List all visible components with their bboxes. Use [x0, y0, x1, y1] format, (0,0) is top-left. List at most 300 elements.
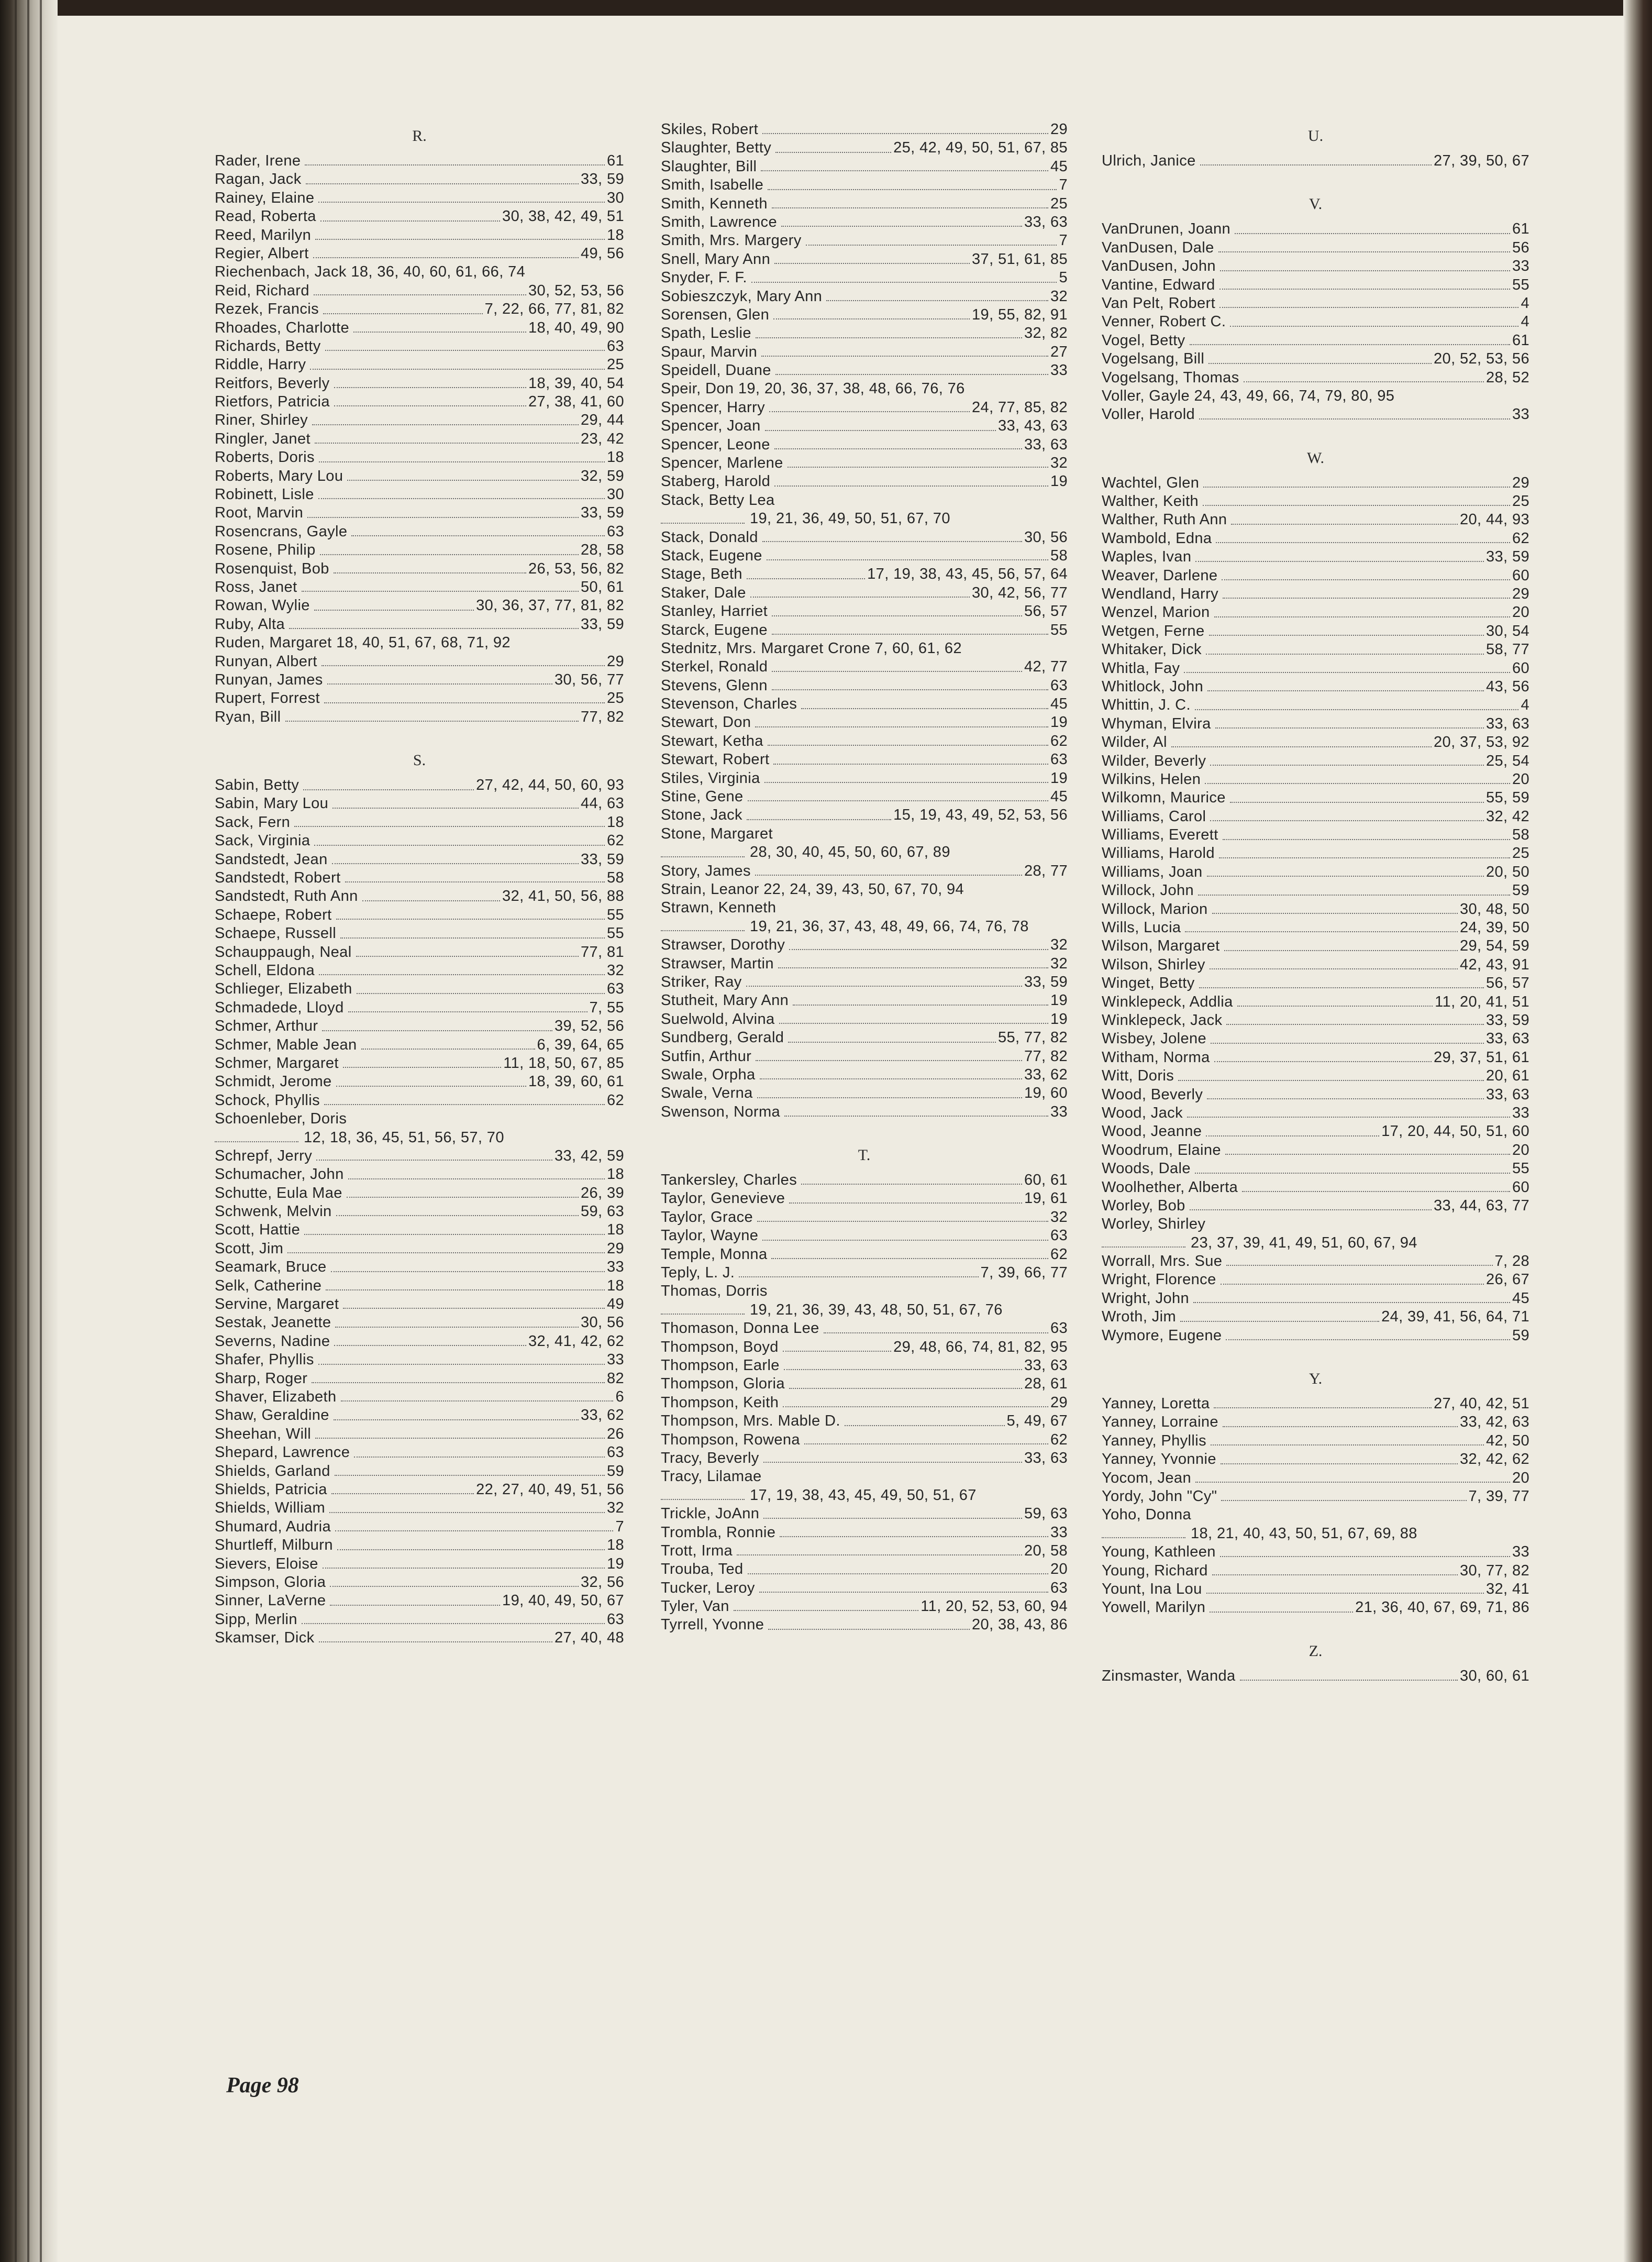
entry-pages: 33, 59	[580, 851, 624, 868]
entry-name: Spencer, Harry	[661, 399, 766, 416]
index-entry	[215, 374, 624, 393]
entry-pages: 63	[1050, 1320, 1068, 1337]
entry-pages: 19, 40, 49, 50, 67	[502, 1592, 624, 1609]
dot-leader	[757, 1221, 1048, 1222]
entry-name: Sievers, Eloise	[215, 1555, 318, 1572]
dot-leader	[1214, 616, 1510, 617]
entry-pages: 33, 59	[580, 615, 624, 633]
entry-name: Winklepeck, Jack	[1102, 1012, 1223, 1029]
dot-leader	[804, 1443, 1048, 1444]
dot-leader	[789, 1202, 1022, 1204]
entry-pages: 62	[1512, 529, 1529, 547]
entry-pages: 7	[1059, 176, 1068, 194]
index-entry	[661, 1227, 1068, 1245]
index-entry	[215, 1351, 624, 1369]
entry-pages: 56, 57	[1024, 603, 1068, 620]
entry-name: Sutfin, Arthur	[661, 1047, 752, 1065]
entry-name: Taylor, Grace	[661, 1208, 753, 1226]
dot-leader	[304, 1234, 605, 1235]
dot-leader	[330, 1605, 500, 1606]
dot-leader	[1203, 505, 1510, 506]
index-entry	[215, 337, 624, 356]
entry-name: Winklepeck, Addlia	[1102, 993, 1233, 1010]
entry-name: Starck, Eugene	[661, 621, 768, 638]
entry-name: Sorensen, Glen	[661, 306, 770, 323]
index-entry	[1102, 1667, 1529, 1685]
dot-leader	[765, 430, 996, 431]
index-entry	[1102, 659, 1529, 678]
entry-name: Smith, Mrs. Margery	[661, 232, 802, 249]
entry-pages: 63	[1050, 677, 1068, 694]
entry-name: Yordy, John "Cy"	[1102, 1487, 1217, 1505]
entry-pages: 18	[606, 1277, 624, 1294]
index-entry	[215, 300, 624, 318]
entry-pages: 7, 22, 66, 77, 81, 82	[484, 301, 624, 318]
index-entry	[1102, 1104, 1529, 1122]
dot-leader	[737, 1554, 1022, 1555]
dot-leader	[784, 1369, 1022, 1370]
index-entry	[215, 615, 624, 634]
entry-pages: 7, 28	[1494, 1253, 1529, 1270]
dot-leader	[1223, 598, 1510, 599]
dot-leader	[314, 845, 605, 846]
entry-pages: 20, 52, 53, 56	[1434, 350, 1529, 368]
dot-leader	[312, 424, 579, 425]
entry-name: Read, Roberta	[215, 208, 316, 225]
entry-continuation	[661, 510, 1068, 528]
dot-leader	[772, 615, 1022, 616]
entry-pages: 26	[606, 1425, 624, 1442]
entry-pages: 32, 41, 50, 56, 88	[502, 888, 624, 905]
dot-leader	[318, 498, 605, 499]
entry-name: Staberg, Harold	[661, 473, 771, 490]
index-entry	[1102, 900, 1529, 919]
dot-leader	[1210, 968, 1458, 969]
entry-pages: 49, 56	[580, 245, 624, 262]
entry-name: Williams, Joan	[1102, 863, 1203, 880]
entry-name: Shields, Garland	[215, 1462, 330, 1480]
index-entry	[661, 288, 1068, 306]
entry-name: Thompson, Mrs. Mable D.	[661, 1413, 840, 1430]
entry-pages: 11, 20, 52, 53, 60, 94	[921, 1598, 1068, 1615]
entry-pages: 56, 57	[1485, 975, 1529, 992]
entry-name: Woolhether, Alberta	[1102, 1178, 1238, 1196]
index-entry	[1102, 696, 1529, 714]
index-entry	[215, 1592, 624, 1610]
index-entry	[215, 245, 624, 263]
index-entry	[215, 189, 624, 207]
index-entry	[215, 851, 624, 869]
entry-name: Woodrum, Elaine	[1102, 1141, 1221, 1158]
entry-name: Skiles, Robert	[661, 120, 759, 138]
dot-leader	[1210, 1612, 1353, 1613]
entry-pages: 33, 63	[1024, 1449, 1068, 1466]
entry-name: Skamser, Dick	[215, 1629, 315, 1647]
entry-pages: 32, 56	[580, 1573, 624, 1591]
entry-pages: 18, 21, 40, 43, 50, 51, 67, 69, 88	[1191, 1525, 1417, 1542]
index-entry	[1102, 752, 1529, 770]
entry-pages: 29	[1512, 586, 1529, 603]
entry-name: Wills, Lucia	[1102, 919, 1181, 936]
entry-pages: 33	[1512, 258, 1529, 275]
index-entry	[215, 1165, 624, 1184]
entry-pages: 59	[1512, 1327, 1529, 1344]
entry-pages: 29, 44	[580, 412, 624, 429]
entry-pages: 28, 77	[1024, 862, 1068, 879]
index-entry	[215, 226, 624, 245]
entry-name: Worley, Shirley	[1102, 1216, 1206, 1233]
dot-leader	[1200, 164, 1432, 165]
index-entry	[661, 436, 1068, 454]
entry-pages: 18	[606, 813, 624, 831]
index-entry	[1102, 1469, 1529, 1487]
entry-name: Stine, Gene	[661, 788, 744, 806]
index-entry	[1102, 1450, 1529, 1469]
entry-pages: 18, 39, 40, 54	[528, 374, 624, 392]
dot-leader	[1206, 1135, 1379, 1136]
entry-pages: 7	[1059, 232, 1068, 249]
entry-name: Schwenk, Melvin	[215, 1203, 332, 1220]
dot-leader	[761, 356, 1048, 357]
index-entry	[1102, 1049, 1529, 1067]
entry-name: Scott, Hattie	[215, 1221, 301, 1239]
index-entry	[661, 1208, 1068, 1227]
index-entry	[215, 776, 624, 795]
dot-leader	[773, 318, 970, 319]
entry-name: Schrepf, Jerry	[215, 1147, 313, 1164]
index-entry	[661, 1375, 1068, 1393]
index-entry	[1102, 1327, 1529, 1345]
entry-pages: 82	[606, 1370, 624, 1387]
dot-leader	[318, 202, 604, 203]
entry-pages: 23, 37, 39, 41, 49, 51, 60, 67, 94	[1191, 1234, 1417, 1251]
dot-leader	[1244, 381, 1484, 382]
entry-name: Strain, Leanor 22, 24, 39, 43, 50, 67, 70, 94	[661, 881, 964, 898]
entry-pages: 77, 82	[580, 708, 624, 725]
index-entry	[1102, 919, 1529, 937]
entry-name: Sharp, Roger	[215, 1370, 308, 1387]
dot-leader	[1185, 931, 1458, 932]
entry-pages: 45	[1050, 158, 1068, 175]
dot-leader	[755, 726, 1048, 727]
entry-name: Taylor, Genevieve	[661, 1190, 785, 1207]
index-entry	[215, 1629, 624, 1647]
entry-pages: 18	[606, 449, 624, 466]
index-entry	[1102, 1141, 1529, 1160]
spine-line	[40, 0, 42, 2262]
entry-name: Strawser, Martin	[661, 955, 774, 972]
index-entry	[215, 1091, 624, 1110]
index-entry	[215, 1443, 624, 1462]
entry-name: Vogelsang, Bill	[1102, 350, 1205, 368]
entry-name: Smith, Lawrence	[661, 213, 777, 230]
entry-pages: 58	[606, 869, 624, 887]
entry-pages: 32	[1050, 455, 1068, 472]
index-entry	[215, 152, 624, 170]
entry-pages: 32, 59	[580, 467, 624, 484]
entry-pages: 25	[606, 690, 624, 707]
dot-leader	[788, 1042, 996, 1043]
entry-name: Thompson, Earle	[661, 1356, 780, 1374]
entry-pages: 30, 52, 53, 56	[528, 282, 624, 299]
index-entry	[1102, 789, 1529, 807]
entry-pages: 30, 56, 77	[555, 671, 624, 688]
index-entry	[661, 176, 1068, 194]
dot-leader	[1240, 1680, 1458, 1681]
entry-name: Riner, Shirley	[215, 412, 308, 429]
entry-pages: 17, 20, 44, 50, 51, 60	[1381, 1123, 1529, 1140]
index-entry	[215, 1110, 624, 1128]
entry-pages: 19	[1050, 992, 1068, 1009]
dot-leader	[318, 1364, 605, 1365]
entry-name: Tyler, Van	[661, 1598, 729, 1615]
entry-pages: 33, 59	[1024, 973, 1068, 990]
entry-pages: 33, 63	[1485, 1086, 1529, 1103]
entry-pages: 11, 18, 50, 67, 85	[503, 1054, 624, 1072]
index-entry	[215, 943, 624, 962]
index-entry	[215, 1388, 624, 1406]
entry-pages: 45	[1050, 788, 1068, 806]
entry-pages: 32	[1050, 288, 1068, 305]
dot-leader	[1195, 1173, 1510, 1174]
entry-pages: 19, 60	[1024, 1085, 1068, 1102]
index-entry	[1102, 405, 1529, 424]
index-entry	[661, 1560, 1068, 1579]
dot-leader	[326, 1289, 605, 1290]
entry-pages: 30, 36, 37, 77, 81, 82	[476, 597, 624, 614]
entry-pages: 18, 39, 60, 61	[528, 1073, 624, 1090]
dot-leader	[1221, 1284, 1484, 1285]
entry-name: Speidell, Duane	[661, 362, 771, 379]
entry-name: Spencer, Leone	[661, 436, 770, 453]
index-entry	[661, 213, 1068, 231]
entry-name: Wroth, Jim	[1102, 1308, 1177, 1326]
entry-pages: 29	[1512, 474, 1529, 491]
entry-pages: 20, 44, 93	[1460, 511, 1529, 528]
index-entry	[661, 602, 1068, 621]
entry-pages: 20, 37, 53, 92	[1434, 734, 1529, 751]
index-entry	[1102, 257, 1529, 275]
entry-name: Shepard, Lawrence	[215, 1444, 350, 1461]
index-entry	[661, 936, 1068, 954]
entry-name: Wendland, Harry	[1102, 586, 1219, 603]
index-entry	[661, 1171, 1068, 1189]
entry-name: Swale, Orpha	[661, 1066, 756, 1083]
entry-name: Williams, Everett	[1102, 826, 1218, 844]
index-entry	[661, 380, 1068, 398]
entry-pages: 62	[606, 832, 624, 849]
index-entry	[215, 1332, 624, 1351]
entry-name: Zinsmaster, Wanda	[1102, 1667, 1236, 1684]
entry-pages: 32	[606, 962, 624, 979]
dot-leader	[1210, 765, 1484, 766]
entry-name: Wilson, Margaret	[1102, 937, 1220, 955]
dot-leader	[768, 745, 1048, 746]
index-entry	[661, 658, 1068, 676]
entry-pages: 7, 39, 66, 77	[980, 1264, 1068, 1282]
index-entry	[215, 207, 624, 226]
index-entry	[215, 356, 624, 374]
entry-pages: 30	[606, 189, 624, 206]
dot-leader	[1222, 579, 1510, 580]
entry-pages: 19, 21, 36, 37, 43, 48, 49, 66, 74, 76, 78	[750, 918, 1029, 935]
entry-name: Story, James	[661, 862, 751, 879]
index-entry	[1102, 294, 1529, 313]
entry-name: Whittin, J. C.	[1102, 697, 1191, 714]
entry-pages: 6	[615, 1388, 624, 1405]
dot-leader	[768, 189, 1057, 190]
section-spacer	[1102, 424, 1529, 443]
entry-pages: 33, 63	[1485, 715, 1529, 732]
entry-name: Stednitz, Mrs. Margaret Crone 7, 60, 61, 62	[661, 639, 962, 657]
dot-leader	[1171, 746, 1432, 747]
entry-pages: 60, 61	[1024, 1172, 1068, 1189]
entry-pages: 29	[1050, 1394, 1068, 1411]
entry-name: Voller, Gayle 24, 43, 49, 66, 74, 79, 80, 95	[1102, 387, 1395, 404]
entry-name: Shumard, Audria	[215, 1518, 331, 1535]
dot-leader	[322, 1030, 552, 1031]
entry-name: Shaver, Elizabeth	[215, 1388, 337, 1405]
index-entry	[661, 1467, 1068, 1486]
entry-pages: 60	[1512, 1178, 1529, 1196]
dot-leader	[772, 207, 1048, 208]
entry-name: Thompson, Keith	[661, 1394, 779, 1411]
entry-pages: 33, 62	[1024, 1066, 1068, 1083]
dot-leader	[764, 782, 1048, 783]
entry-name: Rezek, Francis	[215, 301, 319, 318]
dot-leader	[763, 1462, 1022, 1463]
index-entry	[661, 1264, 1068, 1282]
entry-pages: 63	[606, 1610, 624, 1628]
entry-pages: 49	[606, 1296, 624, 1313]
entry-pages: 27, 39, 50, 67	[1434, 152, 1529, 169]
index-entry	[661, 158, 1068, 176]
entry-pages: 55, 77, 82	[998, 1029, 1068, 1046]
entry-name: Sterkel, Ronald	[661, 658, 768, 676]
entry-pages: 32	[1050, 1208, 1068, 1226]
entry-name: Rupert, Forrest	[215, 690, 320, 707]
entry-pages: 7, 55	[589, 999, 624, 1016]
index-entry	[1102, 1413, 1529, 1431]
index-entry	[661, 825, 1068, 843]
dot-leader	[334, 1419, 579, 1420]
index-entry	[215, 980, 624, 998]
entry-name: Smith, Isabelle	[661, 176, 764, 194]
entry-pages: 33, 59	[580, 171, 624, 188]
entry-pages: 25, 42, 49, 50, 51, 67, 85	[893, 139, 1068, 157]
entry-name: Williams, Harold	[1102, 845, 1215, 862]
dot-leader	[331, 1271, 605, 1272]
entry-name: Trickle, JoAnn	[661, 1505, 760, 1522]
index-entry	[661, 1084, 1068, 1102]
dot-leader	[1184, 672, 1510, 673]
dot-leader	[287, 1252, 605, 1253]
index-entry	[1102, 511, 1529, 529]
section-letter-heading: W.	[1306, 449, 1325, 467]
index-entry	[1102, 1271, 1529, 1289]
entry-name: Winget, Betty	[1102, 975, 1195, 992]
entry-pages: 60	[1512, 659, 1529, 677]
dot-leader	[769, 411, 970, 412]
dot-leader	[1212, 1574, 1458, 1575]
index-entry	[1102, 1432, 1529, 1450]
index-entry	[1102, 715, 1529, 733]
entry-name: Sinner, LaVerne	[215, 1592, 326, 1609]
entry-name: Scott, Jim	[215, 1240, 284, 1257]
index-entry	[215, 1536, 624, 1554]
entry-name: Yoho, Donna	[1102, 1506, 1192, 1524]
index-entry	[215, 1518, 624, 1536]
entry-name: Strawn, Kenneth	[661, 899, 777, 917]
entry-pages: 23, 42	[580, 430, 624, 447]
dot-leader	[356, 956, 579, 957]
entry-pages: 32	[1050, 955, 1068, 972]
dot-leader	[337, 1549, 605, 1550]
entry-pages: 30, 56	[1024, 528, 1068, 546]
index-entry	[215, 634, 624, 652]
entry-pages: 33	[1512, 1543, 1529, 1561]
entry-pages: 33, 59	[580, 504, 624, 522]
entry-pages: 39, 52, 56	[555, 1018, 624, 1035]
entry-pages: 12, 18, 36, 45, 51, 56, 57, 70	[304, 1129, 504, 1146]
dot-leader	[773, 764, 1048, 765]
index-column-2	[661, 120, 1068, 1635]
entry-pages: 32, 82	[1024, 325, 1068, 342]
dot-leader	[1198, 895, 1510, 896]
index-entry	[1102, 332, 1529, 350]
entry-name: Speir, Don 19, 20, 36, 37, 38, 48, 66, 76, 76	[661, 380, 965, 398]
entry-name: Shurtleff, Milburn	[215, 1537, 333, 1554]
entry-name: Tucker, Leroy	[661, 1579, 755, 1596]
index-entry	[1102, 678, 1529, 696]
dot-leader	[334, 572, 526, 573]
entry-name: Whitaker, Dick	[1102, 641, 1202, 658]
entry-name: Schaepe, Robert	[215, 906, 332, 923]
index-entry	[215, 1258, 624, 1276]
entry-continuation	[661, 843, 1068, 862]
entry-pages: 27	[1050, 343, 1068, 360]
dot-leader	[763, 1518, 1022, 1519]
entry-pages: 4	[1521, 313, 1529, 330]
entry-name: Ruby, Alta	[215, 615, 285, 633]
index-entry	[661, 714, 1068, 732]
entry-name: Wachtel, Glen	[1102, 474, 1200, 491]
index-entry	[215, 1406, 624, 1425]
index-entry	[1102, 474, 1529, 492]
entry-pages: 19	[1050, 473, 1068, 490]
dot-leader	[316, 1160, 552, 1161]
dot-leader	[771, 1258, 1048, 1259]
entry-pages: 26, 39	[580, 1184, 624, 1201]
entry-name: Stewart, Ketha	[661, 732, 763, 749]
entry-name: Wilkins, Helen	[1102, 770, 1201, 788]
dot-leader	[340, 937, 605, 939]
entry-pages: 55	[1512, 1160, 1529, 1177]
entry-pages: 63	[606, 980, 624, 998]
entry-pages: 29	[606, 1240, 624, 1257]
dot-leader	[1221, 1463, 1458, 1464]
index-entry	[215, 1499, 624, 1517]
entry-name: Rietfors, Patricia	[215, 393, 330, 411]
entry-pages: 5, 49, 67	[1006, 1413, 1068, 1430]
dot-leader	[1211, 1444, 1484, 1446]
index-entry	[215, 430, 624, 448]
dot-leader	[1242, 1191, 1510, 1192]
dot-leader	[784, 1116, 1048, 1117]
entry-name: Rhoades, Charlotte	[215, 319, 350, 336]
dot-leader	[775, 374, 1048, 375]
entry-pages: 18	[606, 1537, 624, 1554]
